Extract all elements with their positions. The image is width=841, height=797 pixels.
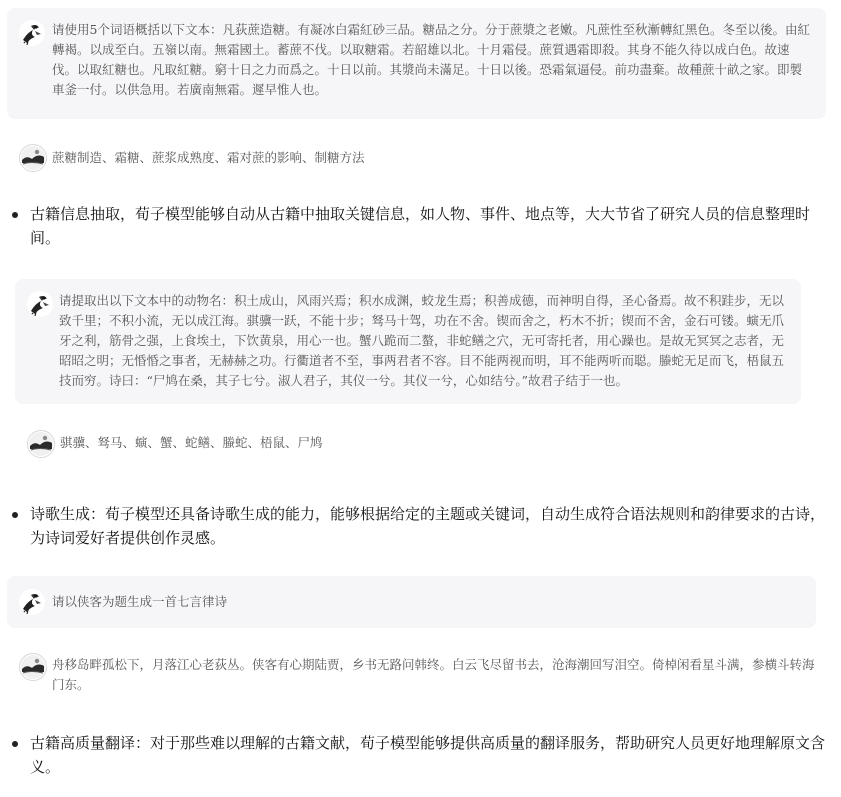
ink-landscape-icon (20, 654, 46, 680)
bot-answer-text: 骐骥、驽马、螾、蟹、蛇鳝、螣蛇、梧鼠、尸鸠 (60, 435, 323, 450)
ink-brush-figure-icon (19, 589, 45, 615)
user-message-bubble (7, 8, 826, 119)
list-item (10, 731, 826, 781)
bot-avatar (27, 430, 55, 458)
user-prompt-text: 请使用5个词语概括以下文本：凡荻蔗造糖。有凝冰白霜紅砂三品。糖品之分。分于蔗漿之老嫩。凡蔗性至秋漸轉紅黑色。冬至以後。由紅轉褐。以成至白。五嶺以南。無霜國土。蓄蔗不伐。以取糖霜。若韶雄以北。十月霜侵。蔗質遇霜即殺。其身不能久待以成白色。故速伐。以取紅糖也。凡取紅糖。窮十日之力而爲之。十日以前。其漿尚未滿足。十日以後。恐霜氣逼侵。前功盡棄。故種蔗十畝之家。即製車釜一付。以供急用。若廣南無霜。遲早惟人也。 (52, 22, 810, 97)
ink-brush-figure-icon (19, 20, 45, 46)
user-prompt-text: 请提取出以下文本中的动物名：积土成山，风雨兴焉；积水成渊，蛟龙生焉；积善成德，而神明自得，圣心备焉。故不积跬步，无以致千里；不积小流，无以成江海。骐骥一跃，不能十步；驽马十驾，功在不舍。锲而舍之，朽木不折；锲而不舍，金石可镂。螾无爪牙之利，筋骨之强，上食埃土，下饮黄泉，用心一也。蟹八跪而二螯，非蛇鳝之穴，无可寄托者，用心躁也。是故无冥冥之志者，无昭昭之明；无惛惛之事者，无赫赫之功。行衢道者不至，事两君者不容。目不能两视而明，耳不能两听而聪。螣蛇无足而飞，梧鼠五技而穷。诗曰：“尸鸠在桑，其子七兮。淑人君子，其仪一兮。其仪一兮，心如结兮。”故君子结于一也。 (59, 293, 785, 388)
list-item (10, 202, 820, 252)
bullet-icon (12, 741, 18, 747)
feature-description: 诗歌生成：荀子模型还具备诗歌生成的能力，能够根据给定的主题或关键词，自动生成符合语法规则和韵律要求的古诗，为诗词爱好者提供创作灵感。 (30, 505, 826, 547)
ink-brush-figure-icon (27, 291, 53, 317)
user-message-bubble (7, 576, 816, 628)
user-avatar (19, 20, 45, 46)
bot-answer-text: 舟移岛畔孤松下，月落江心老荻丛。侠客有心期陆贾，乡书无路问韩终。白云飞尽留书去，沧海潮回写泪空。倚棹闲看星斗满，参横斗转海门东。 (52, 657, 815, 692)
feature-description: 古籍高质量翻译：对于那些难以理解的古籍文献，荀子模型能够提供高质量的翻译服务，帮助研究人员更好地理解原文含义。 (30, 734, 826, 776)
bot-avatar (19, 144, 47, 172)
ink-landscape-icon (28, 431, 54, 457)
user-prompt-text: 请以侠客为题生成一首七言律诗 (52, 594, 228, 609)
user-avatar (19, 589, 45, 615)
bullet-icon (12, 512, 18, 518)
bot-avatar (19, 653, 47, 681)
list-item (10, 502, 826, 552)
user-message-bubble (15, 279, 801, 404)
feature-description: 古籍信息抽取，荀子模型能够自动从古籍中抽取关键信息，如人物、事件、地点等，大大节省了研究人员的信息整理时间。 (30, 205, 811, 247)
bot-answer-text: 蔗糖制造、霜糖、蔗浆成熟度、霜对蔗的影响、制糖方法 (52, 150, 365, 165)
ink-landscape-icon (20, 145, 46, 171)
bullet-icon (12, 212, 18, 218)
user-avatar (27, 291, 53, 317)
